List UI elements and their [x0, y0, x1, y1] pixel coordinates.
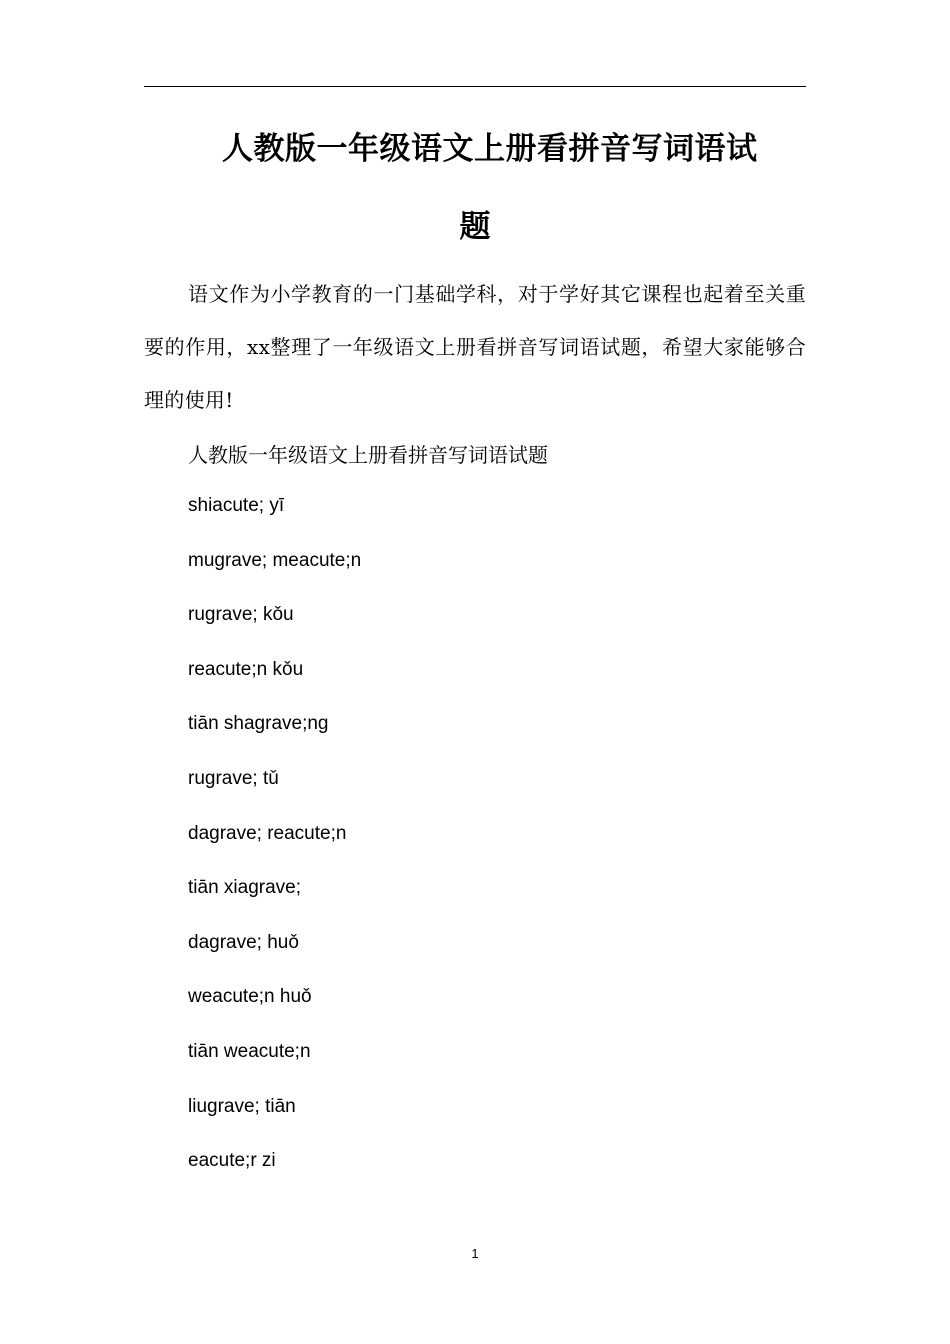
- pinyin-item: rugrave; tǔ: [188, 767, 279, 789]
- pinyin-item: eacute;r zi: [188, 1150, 276, 1172]
- pinyin-item: tiān weacute;n: [188, 1040, 311, 1062]
- title-line-2: 题: [459, 209, 491, 245]
- pinyin-item: rugrave; kǒu: [188, 604, 294, 626]
- header-rule: [144, 86, 806, 87]
- title-line-1: 人教版一年级语文上册看拼音写词语试: [222, 131, 758, 167]
- pinyin-item: reacute;n kǒu: [188, 658, 304, 680]
- pinyin-item: mugrave; meacute;n: [188, 549, 362, 571]
- pinyin-item: weacute;n huǒ: [188, 986, 312, 1008]
- pinyin-item: shiacute; yī: [188, 495, 285, 516]
- intro-paragraph: 语文作为小学教育的一门基础学科，对于学好其它课程也起着至关重要的作用，xx整理了一年级语文上册看拼音写词语试题，希望大家能够合理的使用!: [144, 282, 806, 412]
- pinyin-item: liugrave; tiān: [188, 1095, 296, 1117]
- pinyin-item: dagrave; reacute;n: [188, 822, 347, 844]
- page-number: 1: [471, 1246, 479, 1261]
- section-subheading: 人教版一年级语文上册看拼音写词语试题: [188, 443, 548, 467]
- pinyin-item: dagrave; huǒ: [188, 931, 299, 953]
- document-title: [144, 118, 806, 258]
- pinyin-list: [188, 481, 361, 1191]
- pinyin-item: tiān xiagrave;: [188, 877, 302, 899]
- pinyin-item: tiān shagrave;ng: [188, 713, 329, 735]
